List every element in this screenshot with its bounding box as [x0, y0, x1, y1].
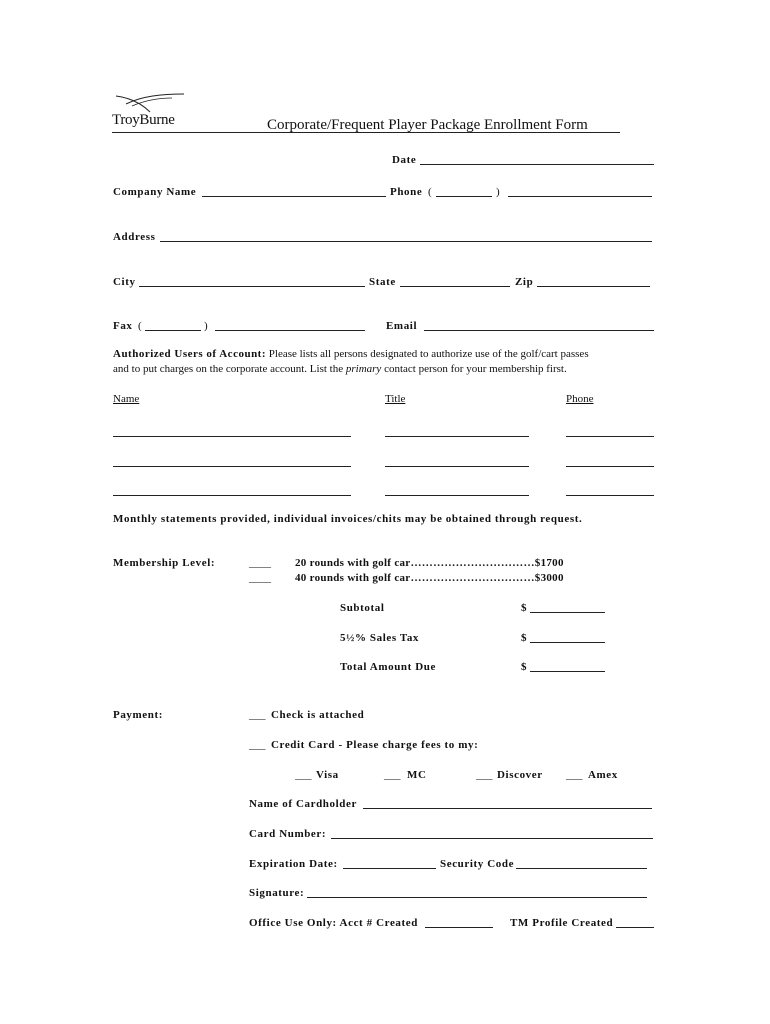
discover-blank[interactable]: ___ [476, 769, 493, 781]
subtotal-field[interactable] [530, 612, 605, 613]
city-label: City [113, 276, 136, 288]
office-use-acct-label: Office Use Only: Acct # Created [249, 917, 418, 929]
sales-tax-label: 5½% Sales Tax [340, 632, 420, 644]
company-name-label: Company Name [113, 186, 197, 198]
cardholder-field[interactable] [363, 808, 652, 809]
authorized-users-heading: Authorized Users of Account: [113, 348, 267, 360]
visa-blank[interactable]: ___ [295, 769, 312, 781]
total-amount-field[interactable] [530, 671, 605, 672]
logo-wordmark: TroyBurne [112, 112, 175, 128]
address-field[interactable] [160, 241, 652, 242]
fax-paren-close: ) [204, 320, 208, 332]
discover-label: Discover [497, 769, 543, 781]
user-1-name-field[interactable] [113, 436, 351, 437]
city-field[interactable] [139, 286, 365, 287]
user-2-name-field[interactable] [113, 466, 351, 467]
user-3-title-field[interactable] [385, 495, 529, 496]
user-3-phone-field[interactable] [566, 495, 654, 496]
form-title: Corporate/Frequent Player Package Enrollment Form [267, 117, 588, 133]
signature-label: Signature: [249, 887, 305, 899]
tm-profile-field[interactable] [616, 927, 654, 928]
credit-card-blank[interactable]: ___ [249, 739, 266, 751]
troy-burne-logo [112, 90, 192, 132]
fax-paren-open: ( [138, 320, 142, 332]
users-column-title: Title [385, 393, 406, 405]
state-field[interactable] [400, 286, 510, 287]
user-3-name-field[interactable] [113, 495, 351, 496]
user-1-phone-field[interactable] [566, 436, 654, 437]
mc-blank[interactable]: ___ [384, 769, 401, 781]
date-label: Date [392, 154, 417, 166]
user-1-title-field[interactable] [385, 436, 529, 437]
fax-number-field[interactable] [215, 330, 365, 331]
signature-field[interactable] [307, 897, 647, 898]
phone-paren-open: ( [428, 186, 432, 198]
monthly-statements-note: Monthly statements provided, individual invoices/chits may be obtained through request. [113, 513, 583, 525]
address-label: Address [113, 231, 156, 243]
users-column-phone: Phone [566, 393, 594, 405]
authorized-users-line-1 [113, 348, 589, 360]
email-field[interactable] [424, 330, 654, 331]
state-label: State [369, 276, 396, 288]
expiration-date-field[interactable] [343, 868, 436, 869]
fax-area-code-field[interactable] [145, 330, 201, 331]
card-number-label: Card Number: [249, 828, 327, 840]
phone-paren-close: ) [496, 186, 500, 198]
mc-label: MC [407, 769, 427, 781]
credit-card-label: Credit Card - Please charge fees to my: [271, 739, 479, 751]
payment-label: Payment: [113, 709, 164, 721]
sales-tax-dollar: $ [521, 632, 528, 644]
acct-created-field[interactable] [425, 927, 493, 928]
phone-area-code-field[interactable] [436, 196, 492, 197]
check-attached-label: Check is attached [271, 709, 365, 721]
expiration-date-label: Expiration Date: [249, 858, 338, 870]
date-field[interactable] [420, 164, 654, 165]
card-number-field[interactable] [331, 838, 653, 839]
fax-label: Fax [113, 320, 133, 332]
authorized-users-text-1: Please lists all persons designated to authorize use of the golf/cart passes [266, 348, 589, 360]
phone-label: Phone [390, 186, 423, 198]
authorized-users-text-2a: and to put charges on the corporate account. List the [113, 363, 346, 375]
membership-option-2-blank[interactable]: ____ [249, 572, 271, 584]
membership-option-1: 20 rounds with golf car……………………………$1700 [295, 557, 564, 569]
authorized-users-line-2 [113, 363, 567, 375]
phone-number-field[interactable] [508, 196, 652, 197]
tm-profile-label: TM Profile Created [510, 917, 614, 929]
sales-tax-field[interactable] [530, 642, 605, 643]
zip-label: Zip [515, 276, 534, 288]
amex-label: Amex [588, 769, 618, 781]
amex-blank[interactable]: ___ [566, 769, 583, 781]
zip-field[interactable] [537, 286, 650, 287]
security-code-label: Security Code [440, 858, 515, 870]
total-amount-label: Total Amount Due [340, 661, 436, 673]
visa-label: Visa [316, 769, 339, 781]
authorized-users-text-2b: contact person for your membership first. [381, 363, 567, 375]
security-code-field[interactable] [516, 868, 647, 869]
membership-option-1-blank[interactable]: ____ [249, 557, 271, 569]
user-2-title-field[interactable] [385, 466, 529, 467]
subtotal-label: Subtotal [340, 602, 385, 614]
users-column-name: Name [113, 393, 140, 405]
primary-emphasis: primary [345, 363, 382, 375]
total-amount-dollar: $ [521, 661, 528, 673]
company-name-field[interactable] [202, 196, 386, 197]
check-attached-blank[interactable]: ___ [249, 709, 266, 721]
user-2-phone-field[interactable] [566, 466, 654, 467]
subtotal-dollar: $ [521, 602, 528, 614]
email-label: Email [386, 320, 418, 332]
cardholder-label: Name of Cardholder [249, 798, 357, 810]
membership-option-2: 40 rounds with golf car……………………………$3000 [295, 572, 564, 584]
membership-level-label: Membership Level: [113, 557, 216, 569]
